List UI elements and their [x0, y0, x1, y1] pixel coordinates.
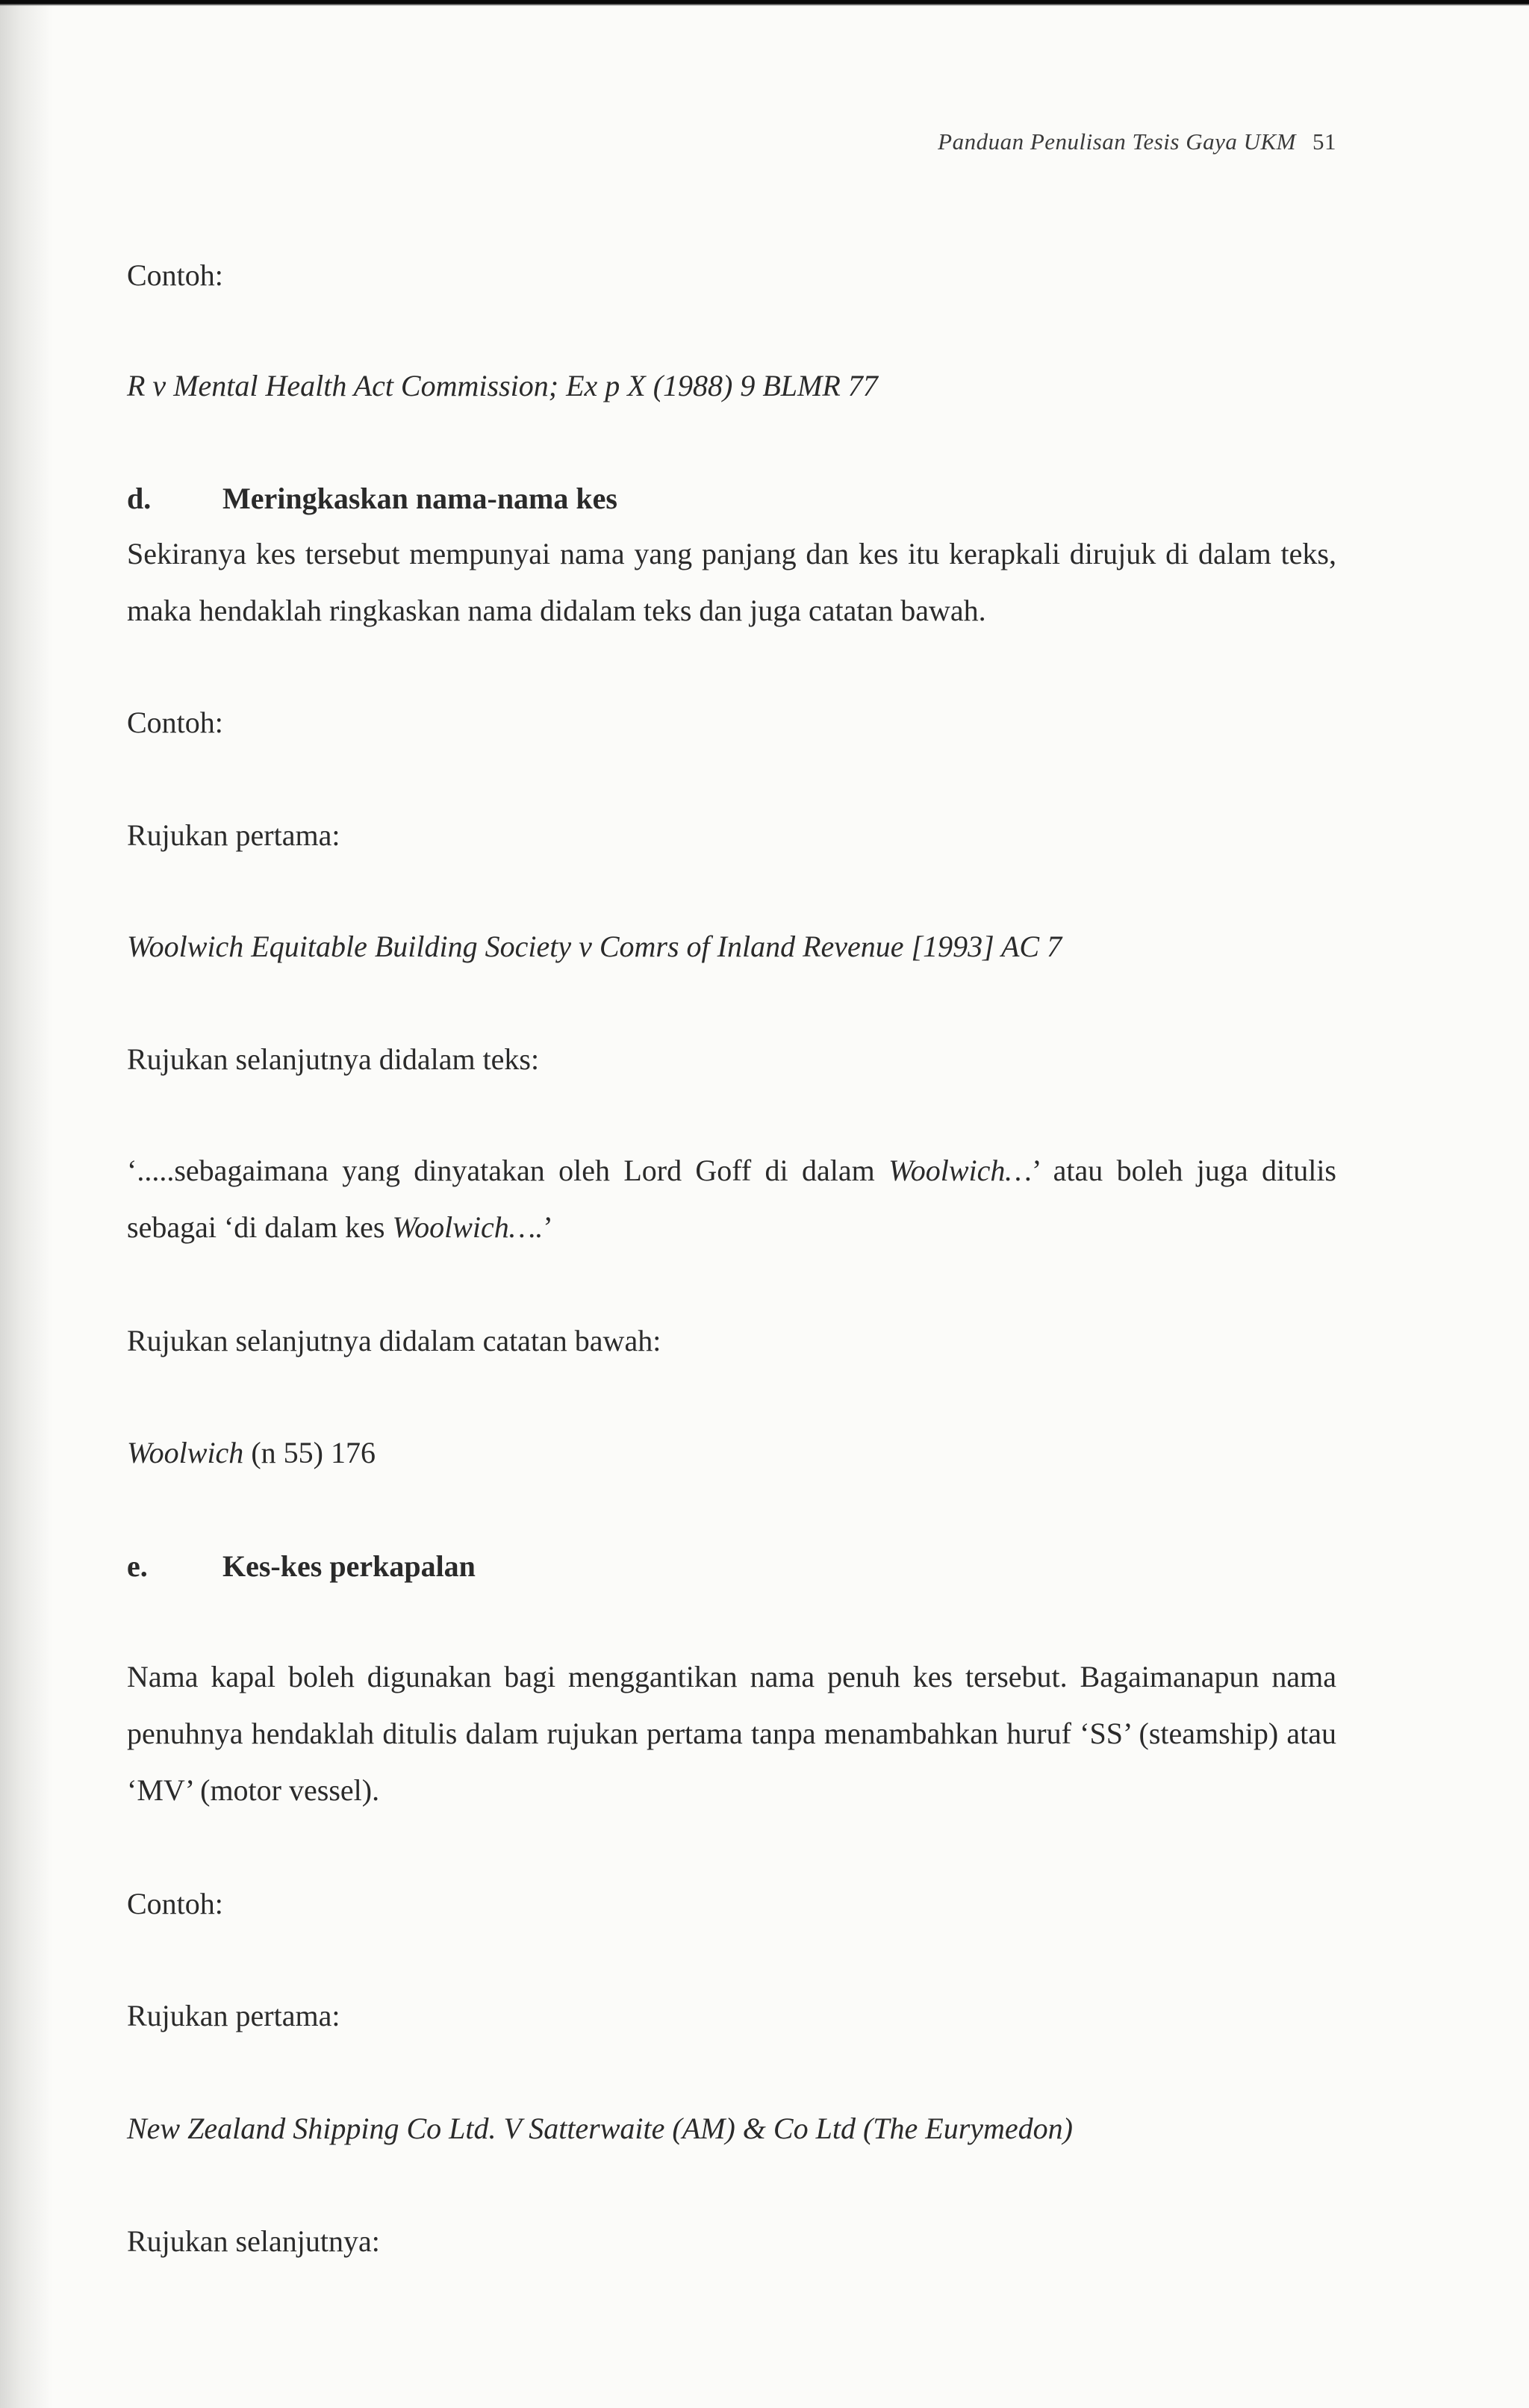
quote-case-name: Woolwich….: [392, 1210, 544, 1244]
running-header-title: Panduan Penulisan Tesis Gaya UKM: [938, 128, 1296, 155]
subsequent-footnote-reference-label: Rujukan selanjutnya didalam catatan bawah:: [127, 1324, 661, 1357]
section-heading-e: [127, 1538, 476, 1595]
section-heading-d: [127, 470, 617, 527]
case-citation: New Zealand Shipping Co Ltd. V Satterwaite (AM) & Co Ltd (The Eurymedon): [127, 2112, 1073, 2145]
case-citation: Woolwich Equitable Building Society v Comrs of Inland Revenue [1993] AC 7: [127, 930, 1062, 963]
quote-case-name: Woolwich…: [888, 1154, 1032, 1187]
example-label: Contoh:: [127, 258, 223, 292]
quote-text: ’ atau boleh juga ditulis sebagai ‘di dalam kes: [127, 1154, 1336, 1244]
section-title: Kes-kes perkapalan: [222, 1549, 476, 1583]
subsequent-text-reference-label: Rujukan selanjutnya didalam teks:: [127, 1042, 540, 1076]
case-citation: [127, 1425, 1336, 1481]
example-label: Contoh:: [127, 1887, 223, 1920]
section-letter: e.: [127, 1549, 148, 1583]
quote-text: ‘.....sebagaimana yang dinyatakan oleh Lord Goff di dalam: [127, 1154, 889, 1187]
paragraph: Nama kapal boleh digunakan bagi menggantikan nama penuh kes tersebut. Bagaimanapun nama penuhnya hendaklah ditulis dalam rujukan pertama tanpa menambahkan huruf ‘SS’ (steamship) atau ‘MV’ (motor vessel).: [127, 1660, 1336, 1807]
quoted-example: [127, 1142, 1336, 1256]
first-reference-label: Rujukan pertama:: [127, 818, 340, 852]
section-letter: d.: [127, 482, 152, 515]
running-header: [938, 128, 1336, 155]
quote-text: ’: [543, 1210, 553, 1244]
citation-pinpoint: (n 55) 176: [243, 1436, 376, 1469]
section-title: Meringkaskan nama-nama kes: [222, 482, 617, 515]
first-reference-label: Rujukan pertama:: [127, 1999, 340, 2032]
case-citation: R v Mental Health Act Commission; Ex p X (1988) 9 BLMR 77: [127, 369, 878, 402]
paragraph: Sekiranya kes tersebut mempunyai nama yang panjang dan kes itu kerapkali dirujuk di dalam teks, maka hendaklah ringkaskan nama didalam teks dan juga catatan bawah.: [127, 537, 1336, 627]
example-label: Contoh:: [127, 706, 223, 739]
citation-case-name: Woolwich: [127, 1436, 244, 1469]
page-number: 51: [1312, 128, 1336, 155]
subsequent-reference-label: Rujukan selanjutnya:: [127, 2224, 380, 2258]
